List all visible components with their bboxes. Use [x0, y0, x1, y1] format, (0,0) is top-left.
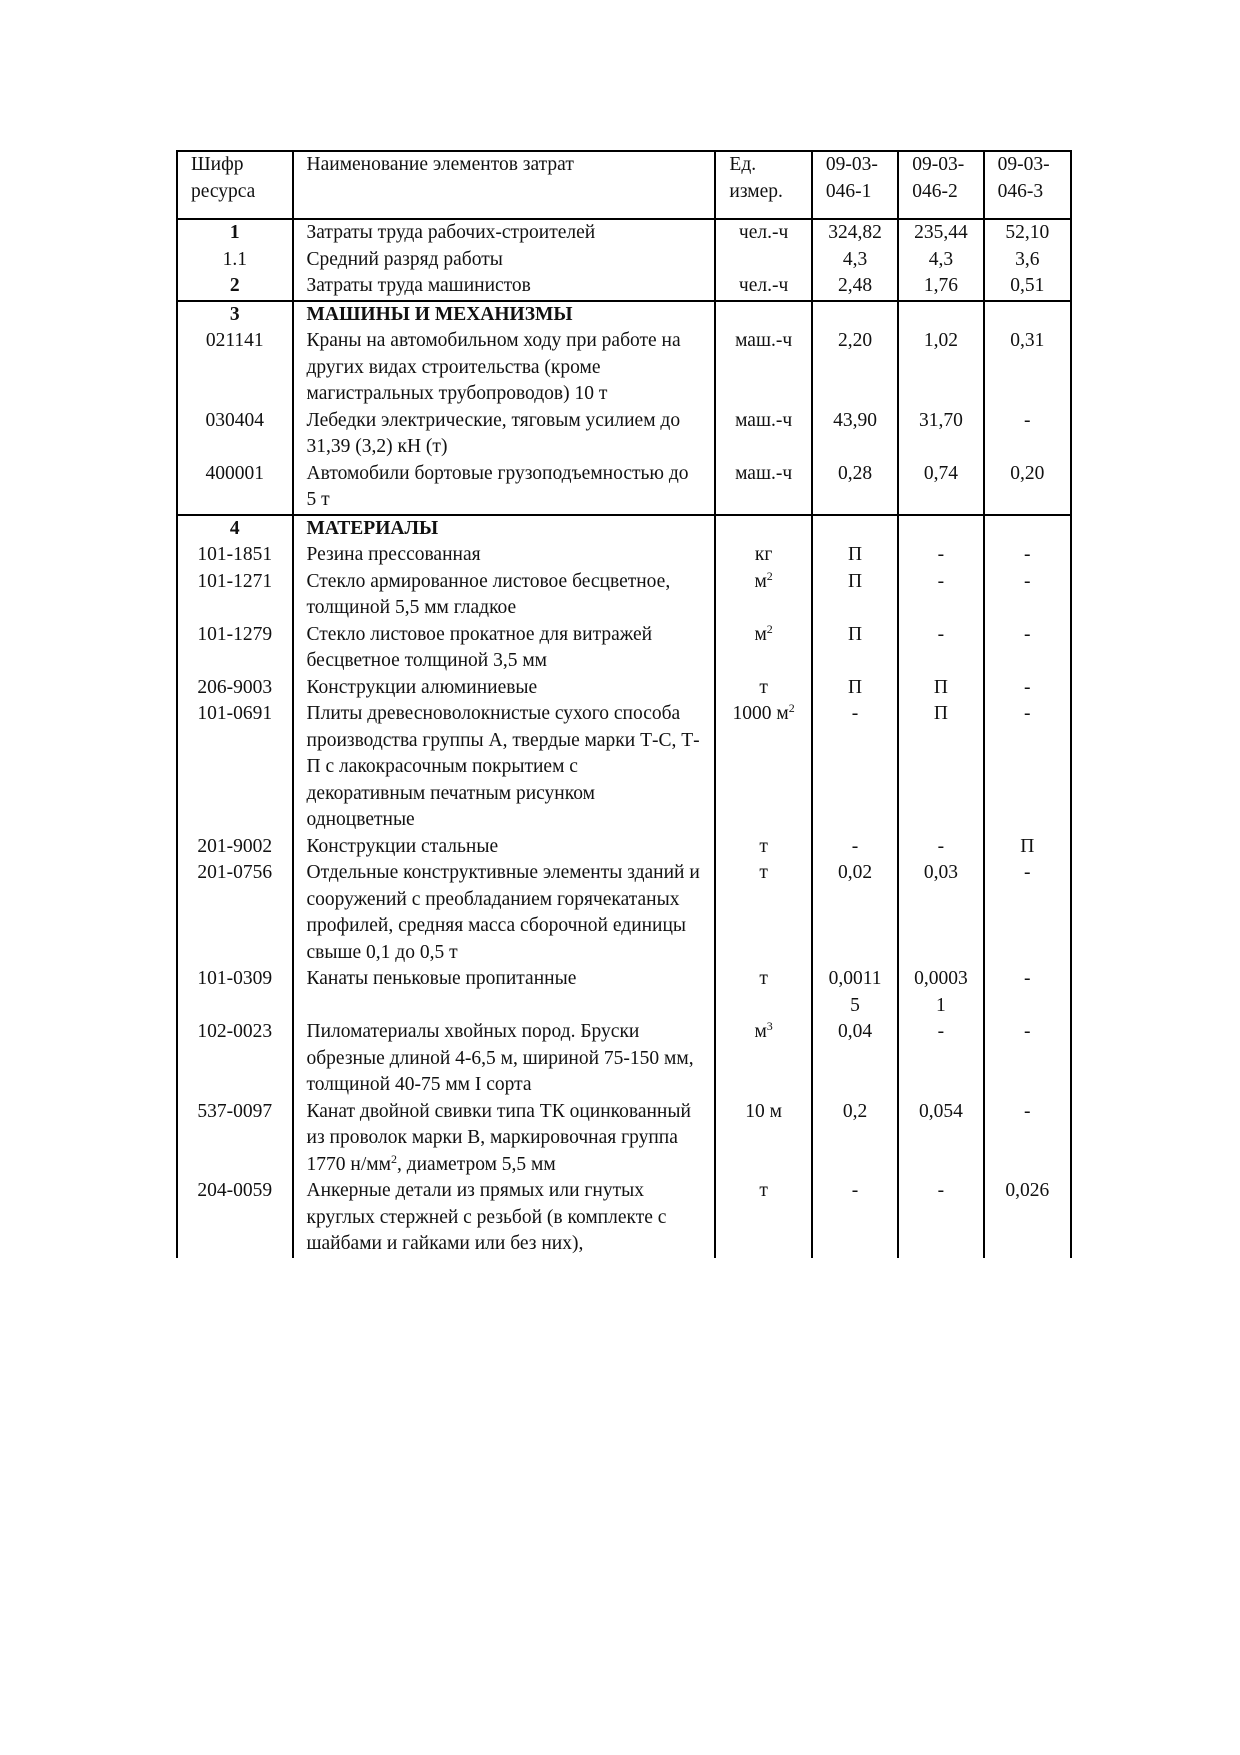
resource-name [293, 273, 716, 301]
resource-code: 537-0097 [177, 1099, 293, 1179]
value-col2: П [898, 675, 983, 702]
resource-name [293, 1019, 716, 1099]
unit [715, 273, 811, 301]
value-col2: 31,70 [898, 408, 983, 461]
value-col1: - [812, 834, 898, 861]
value-col3: 3,6 [984, 247, 1071, 274]
table-row [177, 675, 1071, 702]
value-col2: - [898, 542, 983, 569]
unit [715, 219, 811, 247]
value-col3: - [984, 622, 1071, 675]
resource-code: 201-9002 [177, 834, 293, 861]
resource-code: 3 [177, 301, 293, 329]
unit [715, 1019, 811, 1099]
value-col2: 235,44 [898, 219, 983, 247]
resource-code: 102-0023 [177, 1019, 293, 1099]
header-unit: Ед. измер. [715, 151, 811, 219]
table-row [177, 622, 1071, 675]
unit-text: т [759, 862, 768, 883]
resource-code: 101-0309 [177, 966, 293, 1019]
value-col3: - [984, 569, 1071, 622]
unit-text: м [754, 1021, 767, 1042]
value-col2: - [898, 622, 983, 675]
value-col1: 324,82 [812, 219, 898, 247]
unit-sup: 2 [766, 621, 773, 636]
table-row [177, 966, 1071, 1019]
unit-text: т [759, 968, 768, 989]
value-col1: - [812, 701, 898, 834]
table-row [177, 1099, 1071, 1179]
resource-code: 101-0691 [177, 701, 293, 834]
table-row [177, 860, 1071, 966]
resource-name-text: Затраты труда рабочих-строителей [306, 222, 596, 243]
table-row [177, 542, 1071, 569]
unit-text: чел.-ч [738, 275, 789, 296]
table-row [177, 461, 1071, 515]
unit [715, 834, 811, 861]
unit-text: маш.-ч [735, 409, 793, 431]
value-col2 [898, 301, 983, 329]
unit-sup: 2 [766, 568, 773, 583]
unit-text: чел.-ч [738, 222, 789, 243]
resource-name-text: Затраты труда машинистов [306, 275, 531, 296]
resource-name-text: Лебедки электрические, тяговым усилием до 31,39 (3,2) кН (т) [306, 409, 681, 457]
value-col2: П [898, 701, 983, 834]
value-col2: - [898, 569, 983, 622]
resource-name [293, 966, 716, 1019]
unit-text: кг [754, 544, 773, 565]
unit [715, 461, 811, 515]
table-row [177, 273, 1071, 301]
resource-name [293, 542, 716, 569]
table-row [177, 1019, 1071, 1099]
resource-name [293, 834, 716, 861]
table-row [177, 569, 1071, 622]
table-row [177, 1178, 1071, 1258]
unit [715, 675, 811, 702]
unit-text: маш.-ч [735, 330, 793, 351]
value-col1 [812, 515, 898, 543]
value-col1: П [812, 675, 898, 702]
value-col3 [984, 301, 1071, 329]
value-col3: - [984, 860, 1071, 966]
resource-name-text: Стекло армированное листовое бесцветное, толщиной 5,5 мм гладкое [306, 570, 671, 618]
value-col2: 0,74 [898, 461, 983, 515]
value-col1: 4,3 [812, 247, 898, 274]
unit [715, 515, 811, 543]
header-col1: 09-03-046-1 [812, 151, 898, 219]
resource-code: 201-0756 [177, 860, 293, 966]
resource-code: 101-1279 [177, 622, 293, 675]
resource-name [293, 515, 716, 543]
value-col3: 0,51 [984, 273, 1071, 301]
value-col3 [984, 515, 1071, 543]
value-col3: - [984, 1099, 1071, 1179]
unit [715, 622, 811, 675]
resource-name-text: Конструкции стальные [306, 835, 499, 857]
unit [715, 860, 811, 966]
resource-name-text: Средний разряд работы [306, 248, 503, 270]
unit-sup: 2 [788, 701, 795, 715]
unit [715, 328, 811, 408]
header-col2: 09-03-046-2 [898, 151, 983, 219]
value-col1: 0,02 [812, 860, 898, 966]
resource-name-text: Автомобили бортовые грузоподъемностью до 5 т [306, 462, 689, 510]
resource-name [293, 622, 716, 675]
unit-sup: 3 [766, 1019, 773, 1033]
table-row [177, 701, 1071, 834]
resource-name [293, 301, 716, 329]
value-col3: П [984, 834, 1071, 861]
value-col1: 2,20 [812, 328, 898, 408]
table-row [177, 834, 1071, 861]
resource-code: 4 [177, 515, 293, 543]
unit-text: т [759, 676, 768, 698]
header-name: Наименование элементов затрат [293, 151, 716, 219]
value-col1 [812, 301, 898, 329]
unit-text: м [754, 623, 767, 645]
table-row [177, 328, 1071, 408]
resource-code: 021141 [177, 328, 293, 408]
resource-name [293, 1099, 716, 1179]
header-code: Шифр ресурса [177, 151, 293, 219]
resource-name [293, 569, 716, 622]
resource-name-tail: , диаметром 5,5 мм [396, 1153, 556, 1175]
resource-name-text: Отдельные конструктивные элементы зданий и сооружений с преобладанием горячекатаных профилей, средняя масса сборочной единицы свыше 0,1 до 0,5 т [306, 862, 700, 963]
value-col2: 1,76 [898, 273, 983, 301]
resource-code: 206-9003 [177, 675, 293, 702]
value-col3: - [984, 701, 1071, 834]
resource-name-text: Канат двойной свивки типа ТК оцинкованный из проволок марки В, маркировочная группа 1770 н/мм [306, 1100, 691, 1175]
unit [715, 542, 811, 569]
value-col1: 0,04 [812, 1019, 898, 1099]
resource-name-text: Пиломатериалы хвойных пород. Бруски обрезные длиной 4-6,5 м, шириной 75-150 мм, толщиной 40-75 мм I сорта [306, 1021, 694, 1095]
resource-name [293, 461, 716, 515]
value-col3: 0,31 [984, 328, 1071, 408]
resource-code: 101-1851 [177, 542, 293, 569]
unit-text: маш.-ч [735, 462, 793, 484]
unit-text: т [759, 1180, 768, 1201]
resource-name [293, 408, 716, 461]
unit-text: т [759, 835, 768, 857]
resource-name [293, 247, 716, 274]
value-col2: 0,0003 1 [898, 966, 983, 1019]
resource-code: 1 [177, 219, 293, 247]
table-row [177, 219, 1071, 247]
value-col3: - [984, 966, 1071, 1019]
value-col2: - [898, 834, 983, 861]
unit [715, 1099, 811, 1179]
value-col1: П [812, 622, 898, 675]
resource-code: 1.1 [177, 247, 293, 274]
resource-code: 400001 [177, 461, 293, 515]
resource-name [293, 219, 716, 247]
resource-name [293, 1178, 716, 1258]
resource-name [293, 675, 716, 702]
resource-name [293, 701, 716, 834]
value-col1: П [812, 569, 898, 622]
value-col1: 0,28 [812, 461, 898, 515]
value-col3: 52,10 [984, 219, 1071, 247]
resource-name-text: Стекло листовое прокатное для витражей бесцветное толщиной 3,5 мм [306, 623, 653, 671]
table-header-row [177, 151, 1071, 219]
resource-code: 101-1271 [177, 569, 293, 622]
value-col2: - [898, 1178, 983, 1258]
value-col1: П [812, 542, 898, 569]
unit-text: 1000 м [732, 703, 789, 724]
value-col1: 0,2 [812, 1099, 898, 1179]
unit [715, 966, 811, 1019]
resource-code: 2 [177, 273, 293, 301]
value-col1: 0,0011 5 [812, 966, 898, 1019]
resource-name-text: МАТЕРИАЛЫ [306, 517, 439, 539]
resource-name-text: МАШИНЫ И МЕХАНИЗМЫ [306, 303, 573, 325]
section-row [177, 301, 1071, 329]
value-col2 [898, 515, 983, 543]
value-col1: 43,90 [812, 408, 898, 461]
value-col3: - [984, 675, 1071, 702]
value-col2: 1,02 [898, 328, 983, 408]
resource-name [293, 328, 716, 408]
resource-name-text: Анкерные детали из прямых или гнутых круглых стержней с резьбой (в комплекте с шайбами и гайками или без них), [306, 1180, 667, 1254]
unit-text: 10 м [745, 1100, 782, 1122]
section-row [177, 515, 1071, 543]
unit [715, 247, 811, 274]
resource-name-text: Канаты пеньковые пропитанные [306, 968, 577, 989]
table-row [177, 408, 1071, 461]
value-col2: 0,054 [898, 1099, 983, 1179]
resource-name-text: Резина прессованная [306, 544, 481, 565]
unit [715, 569, 811, 622]
resource-name [293, 860, 716, 966]
value-col2: 0,03 [898, 860, 983, 966]
resource-name-text: Конструкции алюминиевые [306, 676, 538, 698]
unit [715, 701, 811, 834]
value-col3: 0,026 [984, 1178, 1071, 1258]
resource-name-text: Плиты древесноволокнистые сухого способа производства группы А, твердые марки Т-С, Т-П с лакокрасочным покрытием с декоративным печатным рисунком одноцветные [306, 703, 700, 830]
value-col1: - [812, 1178, 898, 1258]
resource-table [176, 150, 1072, 1258]
header-col3: 09-03-046-3 [984, 151, 1071, 219]
resource-name-text: Краны на автомобильном ходу при работе на других видах строительства (кроме магистральных трубопроводов) 10 т [306, 330, 681, 404]
resource-code: 030404 [177, 408, 293, 461]
value-col2: - [898, 1019, 983, 1099]
value-col2: 4,3 [898, 247, 983, 274]
resource-name-sup: 2 [390, 1151, 397, 1166]
table-row [177, 247, 1071, 274]
value-col1: 2,48 [812, 273, 898, 301]
value-col3: 0,20 [984, 461, 1071, 515]
unit [715, 408, 811, 461]
unit [715, 1178, 811, 1258]
resource-code: 204-0059 [177, 1178, 293, 1258]
value-col3: - [984, 1019, 1071, 1099]
value-col3: - [984, 408, 1071, 461]
value-col3: - [984, 542, 1071, 569]
unit [715, 301, 811, 329]
unit-text: м [754, 570, 767, 592]
